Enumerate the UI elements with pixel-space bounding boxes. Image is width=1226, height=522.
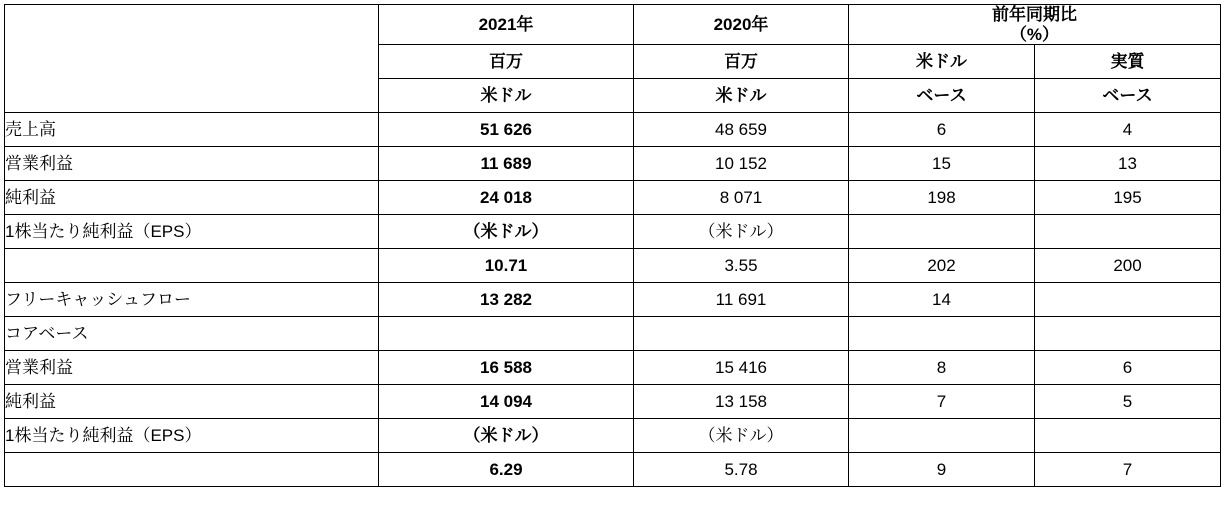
- financial-summary-table: [4, 4, 1221, 487]
- row-value-real-base: 6: [1035, 351, 1221, 385]
- table-row-section-core: [5, 317, 1221, 351]
- row-value-2020: （米ドル）: [634, 215, 849, 249]
- row-label: コアベース: [5, 317, 379, 351]
- row-value-usd-base: 8: [849, 351, 1035, 385]
- row-value-real-base: [1035, 215, 1221, 249]
- row-label: 営業利益: [5, 351, 379, 385]
- row-value-2021: （米ドル）: [379, 419, 634, 453]
- row-value-2021: 51 626: [379, 113, 634, 147]
- row-value-2021: （米ドル）: [379, 215, 634, 249]
- row-value-2020: 11 691: [634, 283, 849, 317]
- row-label: 純利益: [5, 385, 379, 419]
- row-value-real-base: 7: [1035, 453, 1221, 487]
- row-value-2020: [634, 317, 849, 351]
- header-yoy-line1: 前年同期比: [992, 5, 1077, 24]
- row-value-2021: 24 018: [379, 181, 634, 215]
- row-value-2021: [379, 317, 634, 351]
- row-value-real-base: 5: [1035, 385, 1221, 419]
- row-label: 売上高: [5, 113, 379, 147]
- row-value-usd-base: 7: [849, 385, 1035, 419]
- row-value-2021: 6.29: [379, 453, 634, 487]
- row-label: 1株当たり純利益（EPS）: [5, 215, 379, 249]
- row-value-usd-base: 202: [849, 249, 1035, 283]
- table-row: [5, 147, 1221, 181]
- table-row: [5, 113, 1221, 147]
- row-value-real-base: 195: [1035, 181, 1221, 215]
- row-value-real-base: [1035, 283, 1221, 317]
- header-real-base-line2: ベース: [1035, 79, 1221, 113]
- row-value-usd-base: 15: [849, 147, 1035, 181]
- header-usd-2021: 米ドル: [379, 79, 634, 113]
- row-value-2020: 15 416: [634, 351, 849, 385]
- table-row: [5, 283, 1221, 317]
- header-usd-base-line2: ベース: [849, 79, 1035, 113]
- row-label: 純利益: [5, 181, 379, 215]
- row-value-2021: 13 282: [379, 283, 634, 317]
- row-value-real-base: 13: [1035, 147, 1221, 181]
- row-value-usd-base: 198: [849, 181, 1035, 215]
- header-year-2020: 2020年: [634, 5, 849, 45]
- row-value-2021: 16 588: [379, 351, 634, 385]
- row-value-real-base: 200: [1035, 249, 1221, 283]
- row-value-2021: 10.71: [379, 249, 634, 283]
- header-real-base-line1: 実質: [1035, 45, 1221, 79]
- header-usd-base-line1: 米ドル: [849, 45, 1035, 79]
- row-value-2020: 3.55: [634, 249, 849, 283]
- row-value-usd-base: [849, 317, 1035, 351]
- table-row: [5, 181, 1221, 215]
- row-value-real-base: [1035, 317, 1221, 351]
- row-label: 営業利益: [5, 147, 379, 181]
- header-million-2020: 百万: [634, 45, 849, 79]
- header-empty-label: [5, 5, 379, 113]
- row-value-2021: 11 689: [379, 147, 634, 181]
- table-row: [5, 385, 1221, 419]
- row-label: [5, 453, 379, 487]
- table-row: [5, 249, 1221, 283]
- row-value-2020: 48 659: [634, 113, 849, 147]
- table-row: [5, 453, 1221, 487]
- row-label: [5, 249, 379, 283]
- header-usd-2020: 米ドル: [634, 79, 849, 113]
- header-million-2021: 百万: [379, 45, 634, 79]
- header-yoy-line2: （%）: [1009, 24, 1060, 44]
- table-row: [5, 215, 1221, 249]
- header-yoy: [849, 5, 1221, 45]
- row-value-2020: 10 152: [634, 147, 849, 181]
- row-label: 1株当たり純利益（EPS）: [5, 419, 379, 453]
- row-value-usd-base: [849, 215, 1035, 249]
- table-row: [5, 351, 1221, 385]
- row-value-usd-base: 14: [849, 283, 1035, 317]
- row-value-2020: 5.78: [634, 453, 849, 487]
- row-label: フリーキャッシュフロー: [5, 283, 379, 317]
- row-value-2020: （米ドル）: [634, 419, 849, 453]
- row-value-2021: 14 094: [379, 385, 634, 419]
- row-value-usd-base: 6: [849, 113, 1035, 147]
- row-value-usd-base: [849, 419, 1035, 453]
- header-year-2021: 2021年: [379, 5, 634, 45]
- table-row: [5, 419, 1221, 453]
- row-value-usd-base: 9: [849, 453, 1035, 487]
- row-value-real-base: 4: [1035, 113, 1221, 147]
- row-value-real-base: [1035, 419, 1221, 453]
- table-header-row-years: [5, 5, 1221, 45]
- row-value-2020: 13 158: [634, 385, 849, 419]
- row-value-2020: 8 071: [634, 181, 849, 215]
